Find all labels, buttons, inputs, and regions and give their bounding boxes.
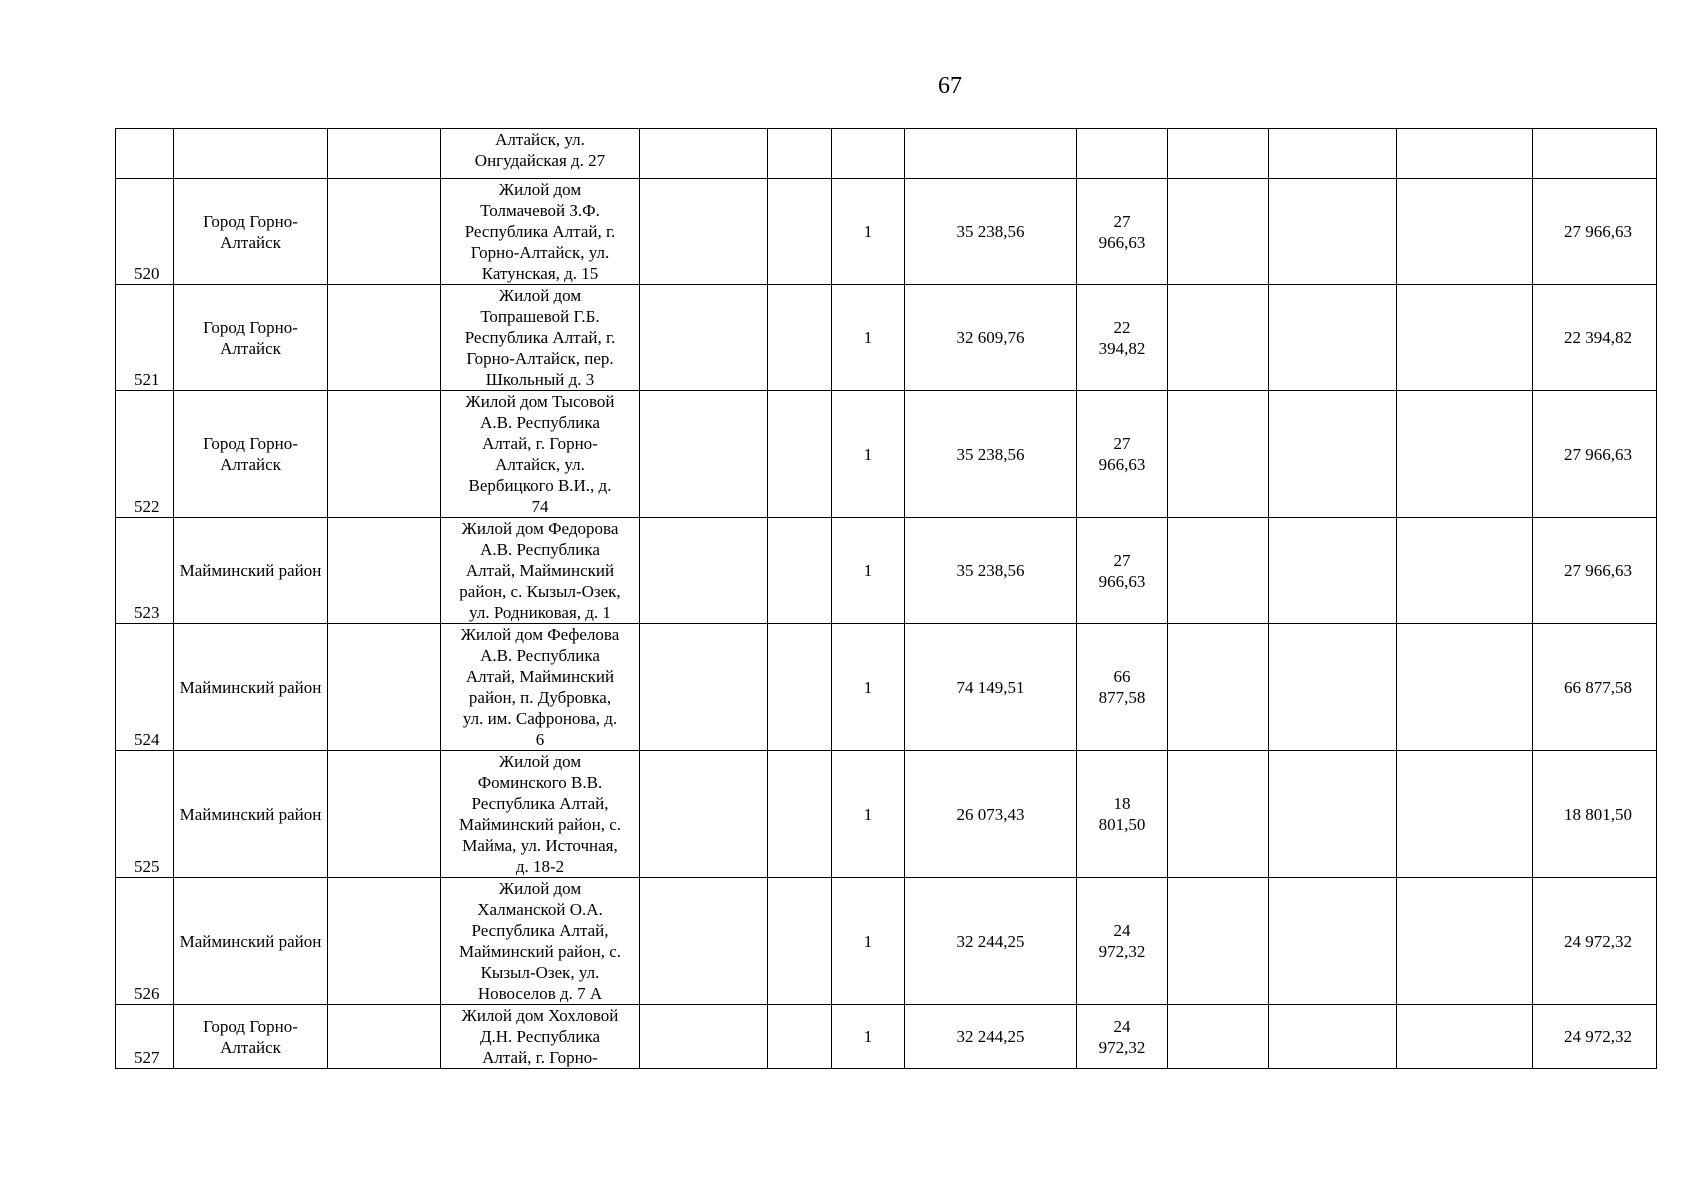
empty-cell <box>640 285 768 391</box>
empty-cell <box>640 751 768 878</box>
empty-cell <box>1168 391 1269 518</box>
empty-cell <box>1397 179 1533 285</box>
empty-cell <box>768 285 832 391</box>
total-cell <box>1533 129 1657 179</box>
total-cell: 66 877,58 <box>1533 624 1657 751</box>
row-number-cell <box>116 129 174 179</box>
empty-cell <box>640 129 768 179</box>
empty-cell <box>768 179 832 285</box>
address-cell: Жилой дом Фефелова А.В. Республика Алтай, Майминский район, п. Дубровка, ул. им. Сафронова, д. 6 <box>441 624 640 751</box>
empty-cell <box>1269 878 1397 1005</box>
empty-cell <box>1269 624 1397 751</box>
municipality-cell: Майминский район <box>174 518 328 624</box>
empty-cell <box>328 129 441 179</box>
count-cell <box>832 129 905 179</box>
municipality-cell: Город Горно- Алтайск <box>174 391 328 518</box>
row-number-cell: 527 <box>116 1005 174 1069</box>
empty-cell <box>768 751 832 878</box>
empty-cell <box>768 1005 832 1069</box>
empty-cell <box>328 878 441 1005</box>
empty-cell <box>1168 1005 1269 1069</box>
row-number-cell: 524 <box>116 624 174 751</box>
municipality-cell: Город Горно- Алтайск <box>174 179 328 285</box>
municipality-cell: Город Горно- Алтайск <box>174 285 328 391</box>
empty-cell <box>1269 1005 1397 1069</box>
empty-cell <box>1168 285 1269 391</box>
empty-cell <box>1168 129 1269 179</box>
cost-cell: 32 244,25 <box>905 1005 1077 1069</box>
registry-table <box>115 128 1657 1069</box>
empty-cell <box>328 624 441 751</box>
cost-cell: 74 149,51 <box>905 624 1077 751</box>
empty-cell <box>1397 878 1533 1005</box>
count-cell: 1 <box>832 624 905 751</box>
count-cell: 1 <box>832 391 905 518</box>
empty-cell <box>768 878 832 1005</box>
cost-cell: 35 238,56 <box>905 518 1077 624</box>
table-body <box>116 129 1657 1069</box>
empty-cell <box>1397 285 1533 391</box>
row-number-cell: 526 <box>116 878 174 1005</box>
table-row <box>116 285 1657 391</box>
empty-cell <box>1269 285 1397 391</box>
address-cell: Жилой дом Халманской О.А. Республика Алтай, Майминский район, с. Кызыл-Озек, ул. Новоселов д. 7 А <box>441 878 640 1005</box>
page-number: 67 <box>938 73 962 99</box>
empty-cell <box>328 391 441 518</box>
empty-cell <box>328 518 441 624</box>
table-row <box>116 624 1657 751</box>
address-cell: Жилой дом Толмачевой З.Ф. Республика Алтай, г. Горно-Алтайск, ул. Катунская, д. 15 <box>441 179 640 285</box>
empty-cell <box>1397 624 1533 751</box>
empty-cell <box>768 129 832 179</box>
municipality-cell: Майминский район <box>174 878 328 1005</box>
cost-cell: 32 609,76 <box>905 285 1077 391</box>
total-cell: 24 972,32 <box>1533 878 1657 1005</box>
count-cell: 1 <box>832 179 905 285</box>
empty-cell <box>1397 129 1533 179</box>
count-cell: 1 <box>832 1005 905 1069</box>
empty-cell <box>1269 518 1397 624</box>
compensation-cell: 22 394,82 <box>1077 285 1168 391</box>
cost-cell: 35 238,56 <box>905 179 1077 285</box>
compensation-cell: 66 877,58 <box>1077 624 1168 751</box>
address-cell: Жилой дом Фоминского В.В. Республика Алтай, Майминский район, с. Майма, ул. Источная, д. 18-2 <box>441 751 640 878</box>
compensation-cell <box>1077 129 1168 179</box>
empty-cell <box>1397 1005 1533 1069</box>
total-cell: 27 966,63 <box>1533 518 1657 624</box>
empty-cell <box>768 391 832 518</box>
table-row <box>116 518 1657 624</box>
empty-cell <box>1168 751 1269 878</box>
cost-cell: 32 244,25 <box>905 878 1077 1005</box>
empty-cell <box>640 391 768 518</box>
empty-cell <box>1269 129 1397 179</box>
municipality-cell: Майминский район <box>174 624 328 751</box>
compensation-cell: 24 972,32 <box>1077 878 1168 1005</box>
empty-cell <box>1397 751 1533 878</box>
compensation-cell: 24 972,32 <box>1077 1005 1168 1069</box>
compensation-cell: 27 966,63 <box>1077 391 1168 518</box>
row-number-cell: 522 <box>116 391 174 518</box>
address-cell: Жилой дом Тысовой А.В. Республика Алтай, г. Горно- Алтайск, ул. Вербицкого В.И., д. 74 <box>441 391 640 518</box>
count-cell: 1 <box>832 285 905 391</box>
empty-cell <box>1168 518 1269 624</box>
cost-cell: 26 073,43 <box>905 751 1077 878</box>
total-cell: 18 801,50 <box>1533 751 1657 878</box>
empty-cell <box>1397 391 1533 518</box>
empty-cell <box>1269 179 1397 285</box>
compensation-cell: 18 801,50 <box>1077 751 1168 878</box>
table-row <box>116 179 1657 285</box>
empty-cell <box>768 518 832 624</box>
table-row <box>116 751 1657 878</box>
table-row <box>116 878 1657 1005</box>
count-cell: 1 <box>832 878 905 1005</box>
total-cell: 22 394,82 <box>1533 285 1657 391</box>
total-cell: 27 966,63 <box>1533 391 1657 518</box>
count-cell: 1 <box>832 751 905 878</box>
total-cell: 27 966,63 <box>1533 179 1657 285</box>
address-cell: Алтайск, ул. Онгудайская д. 27 <box>441 129 640 179</box>
empty-cell <box>768 624 832 751</box>
empty-cell <box>1168 179 1269 285</box>
empty-cell <box>1397 518 1533 624</box>
address-cell: Жилой дом Топрашевой Г.Б. Республика Алтай, г. Горно-Алтайск, пер. Школьный д. 3 <box>441 285 640 391</box>
compensation-cell: 27 966,63 <box>1077 179 1168 285</box>
row-number-cell: 520 <box>116 179 174 285</box>
empty-cell <box>640 1005 768 1069</box>
empty-cell <box>1269 391 1397 518</box>
empty-cell <box>640 518 768 624</box>
empty-cell <box>640 878 768 1005</box>
cost-cell <box>905 129 1077 179</box>
empty-cell <box>640 624 768 751</box>
row-number-cell: 525 <box>116 751 174 878</box>
municipality-cell <box>174 129 328 179</box>
empty-cell <box>328 751 441 878</box>
compensation-cell: 27 966,63 <box>1077 518 1168 624</box>
table-row <box>116 1005 1657 1069</box>
empty-cell <box>1168 878 1269 1005</box>
table-row <box>116 129 1657 179</box>
empty-cell <box>1269 751 1397 878</box>
row-number-cell: 521 <box>116 285 174 391</box>
empty-cell <box>640 179 768 285</box>
empty-cell <box>328 285 441 391</box>
municipality-cell: Майминский район <box>174 751 328 878</box>
cost-cell: 35 238,56 <box>905 391 1077 518</box>
empty-cell <box>328 1005 441 1069</box>
address-cell: Жилой дом Федорова А.В. Республика Алтай, Майминский район, с. Кызыл-Озек, ул. Родниковая, д. 1 <box>441 518 640 624</box>
total-cell: 24 972,32 <box>1533 1005 1657 1069</box>
empty-cell <box>328 179 441 285</box>
table-row <box>116 391 1657 518</box>
address-cell: Жилой дом Хохловой Д.Н. Республика Алтай, г. Горно- <box>441 1005 640 1069</box>
row-number-cell: 523 <box>116 518 174 624</box>
empty-cell <box>1168 624 1269 751</box>
municipality-cell: Город Горно- Алтайск <box>174 1005 328 1069</box>
count-cell: 1 <box>832 518 905 624</box>
